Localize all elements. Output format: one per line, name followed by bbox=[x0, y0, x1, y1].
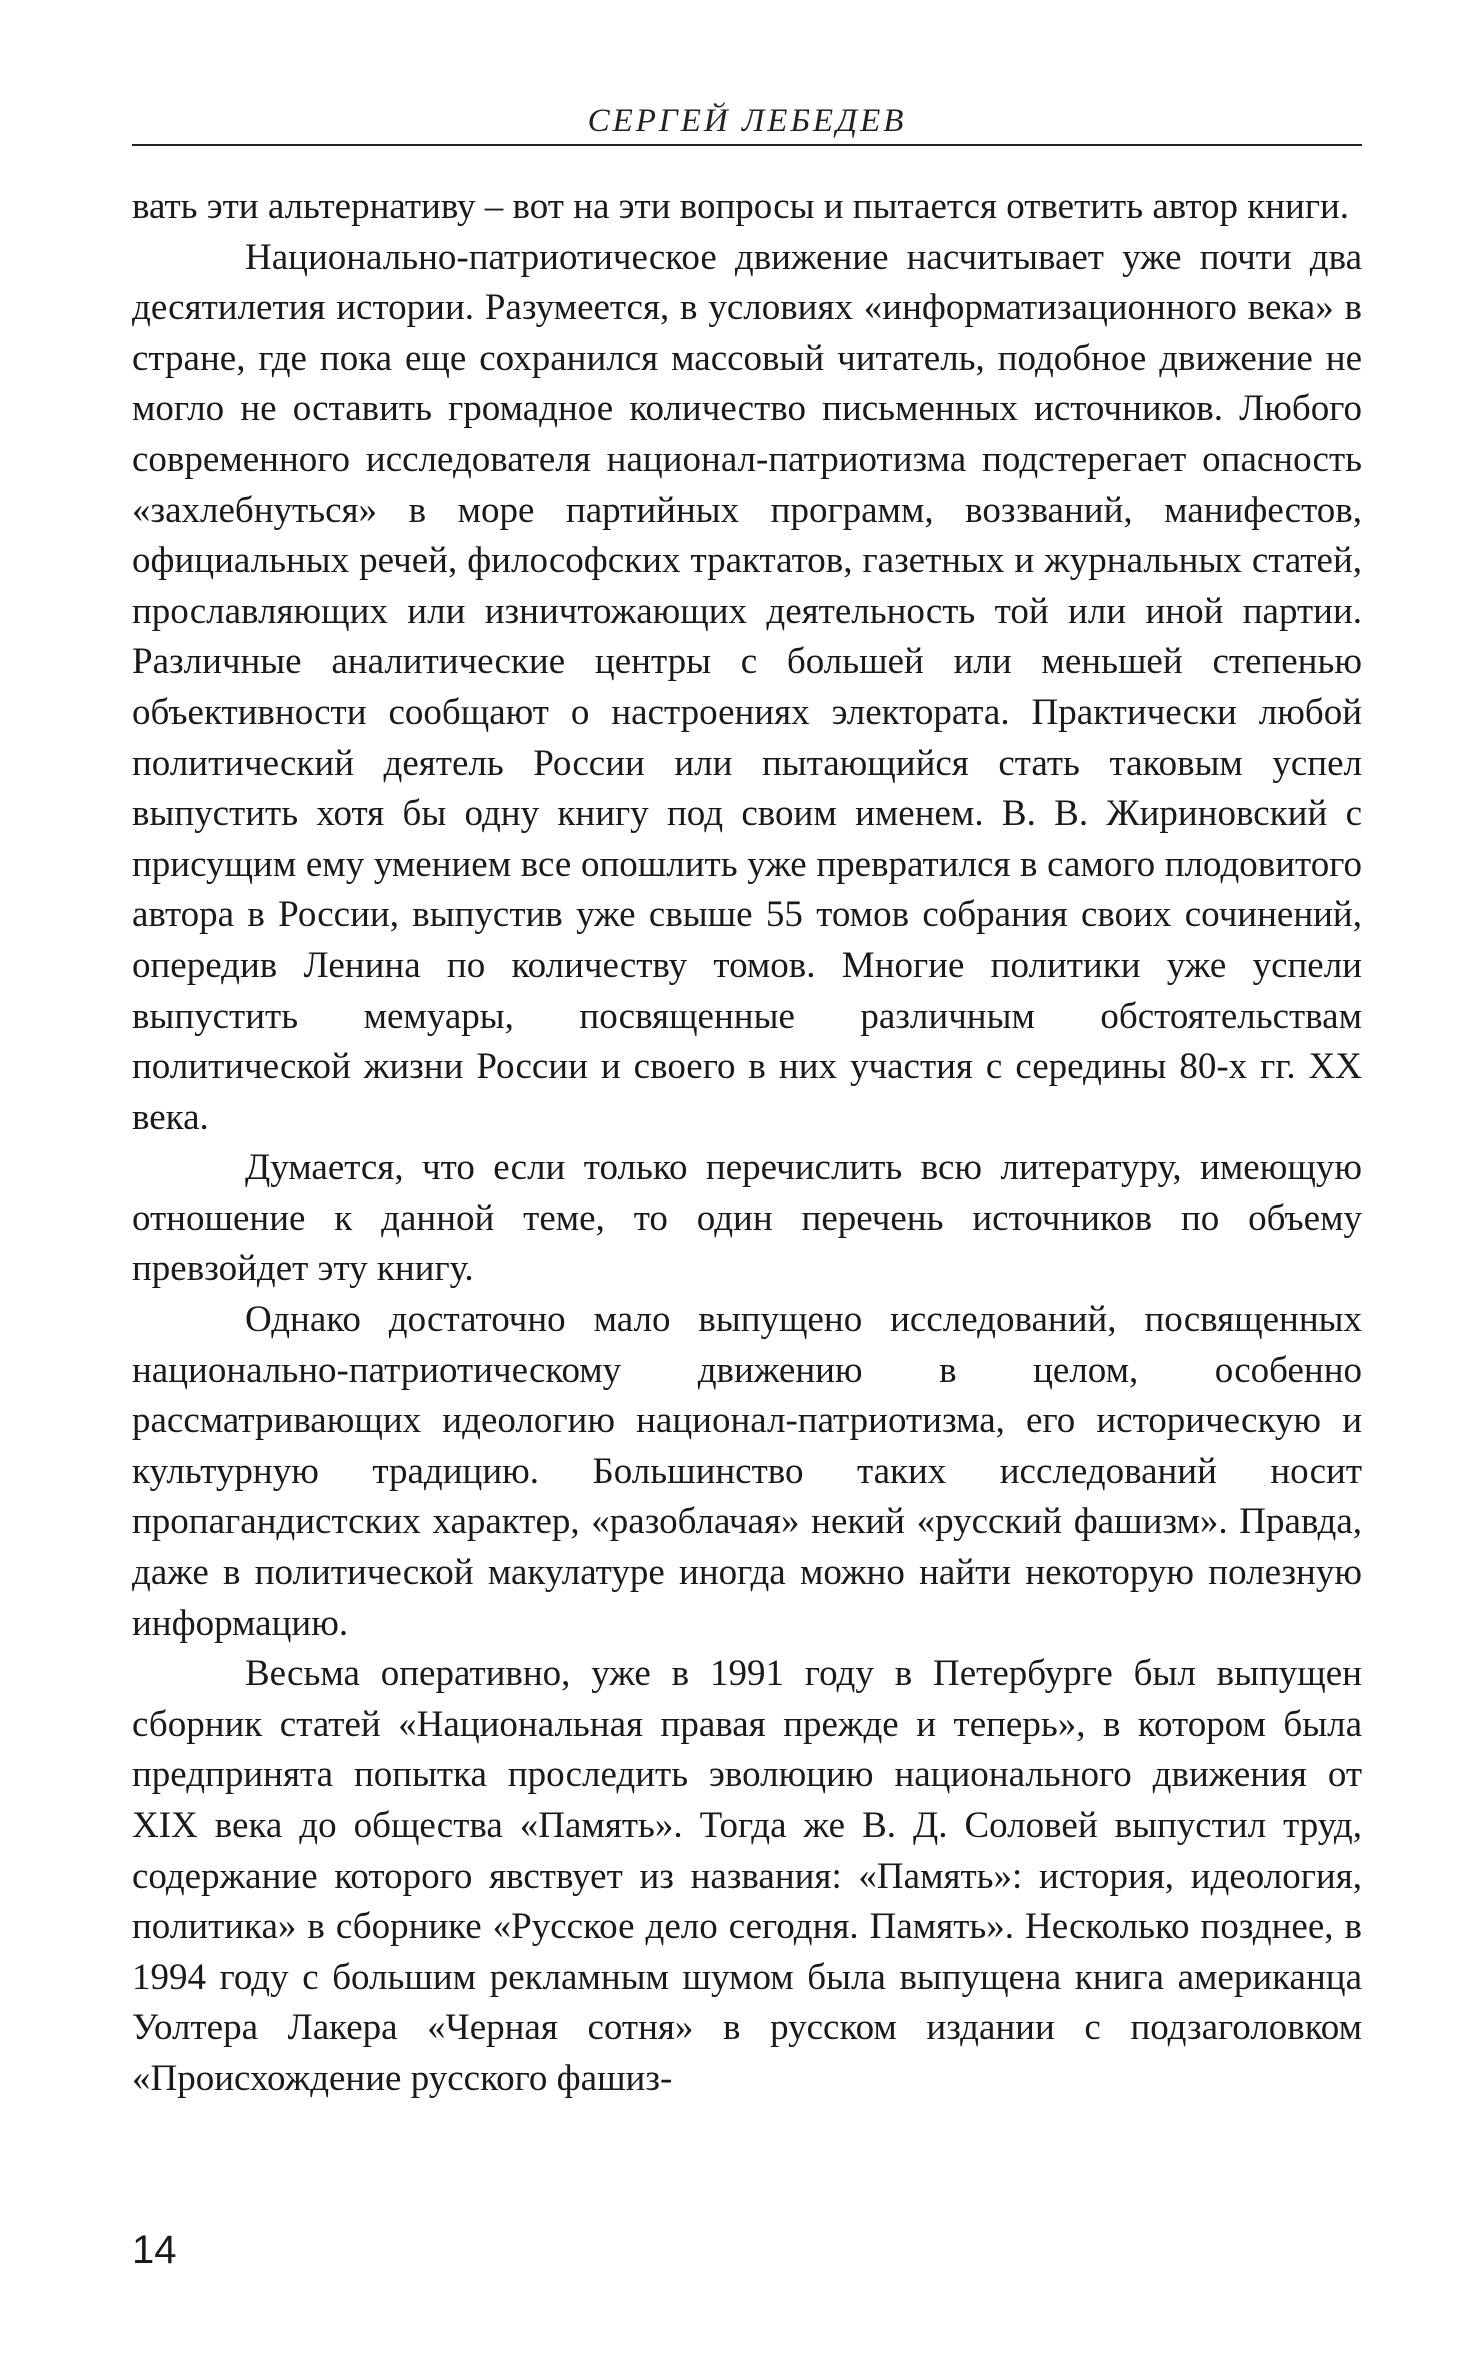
paragraph: Однако достаточно мало выпущено исследований, посвященных национально-патриотическому движению в целом, особенно рассматривающих идеологию национал-патриотизма, его историческую и культурную традицию. Большинство таких исследований носит пропагандистских характер, «разоблачая» некий «русский фашизм». Правда, даже в политической макулатуре иногда можно найти некоторую полезную информацию. bbox=[132, 1299, 1362, 1644]
paragraph: вать эти альтернативу – вот на эти вопросы и пытается ответить автор книги. bbox=[132, 186, 1350, 227]
page-number: 14 bbox=[132, 2228, 177, 2272]
paragraph: Весьма оперативно, уже в 1991 году в Петербурге был выпущен сборник статей «Национальная правая прежде и теперь», в котором была предпринята попытка проследить эволюцию национального движения от XIX века до общества «Память». Тогда же В. Д. Соловей выпустил труд, содержание которого явствует из названия: «Память»: история, идеология, политика» в сборнике «Русское дело сегодня. Память». Несколько позднее, в 1994 году с большим рекламным шумом была выпущена книга американца Уолтера Лакера «Черная сотня» в русском издании с подзаголовком «Происхождение русского фашиз- bbox=[132, 1653, 1362, 2099]
body-text bbox=[132, 182, 1362, 2105]
paragraph: Национально-патриотическое движение насчитывает уже почти два десятилетия истории. Разумеется, в условиях «информатизационного века» в стране, где пока еще сохранился массовый читатель, подобное движение не могло не оставить громадное количество письменных источников. Любого современного исследователя национал-патриотизма подстерегает опасность «захлебнуться» в море партийных программ, воззваний, манифестов, официальных речей, философских трактатов, газетных и журнальных статей, прославляющих или изничтожающих деятельность той или иной партии. Различные аналитические центры с большей или меньшей степенью объективности сообщают о настроениях электората. Практически любой политический деятель России или пытающийся стать таковым успел выпустить хотя бы одну книгу под своим именем. В. В. Жириновский с присущим ему умением все опошлить уже превратился в самого плодовитого автора в России, выпустив уже свыше 55 томов собрания своих сочинений, опередив Ленина по количеству томов. Многие политики уже успели выпустить мемуары, посвященные различным обстоятельствам политической жизни России и своего в них участия с середины 80-х гг. XX века. bbox=[132, 236, 1362, 1138]
paragraph: Думается, что если только перечислить всю литературу, имеющую отношение к данной теме, то один перечень источников по объему превзойдет эту книгу. bbox=[132, 1147, 1362, 1290]
running-head bbox=[132, 98, 1362, 146]
running-head-title: СЕРГЕЙ ЛЕБЕДЕВ bbox=[587, 103, 907, 139]
